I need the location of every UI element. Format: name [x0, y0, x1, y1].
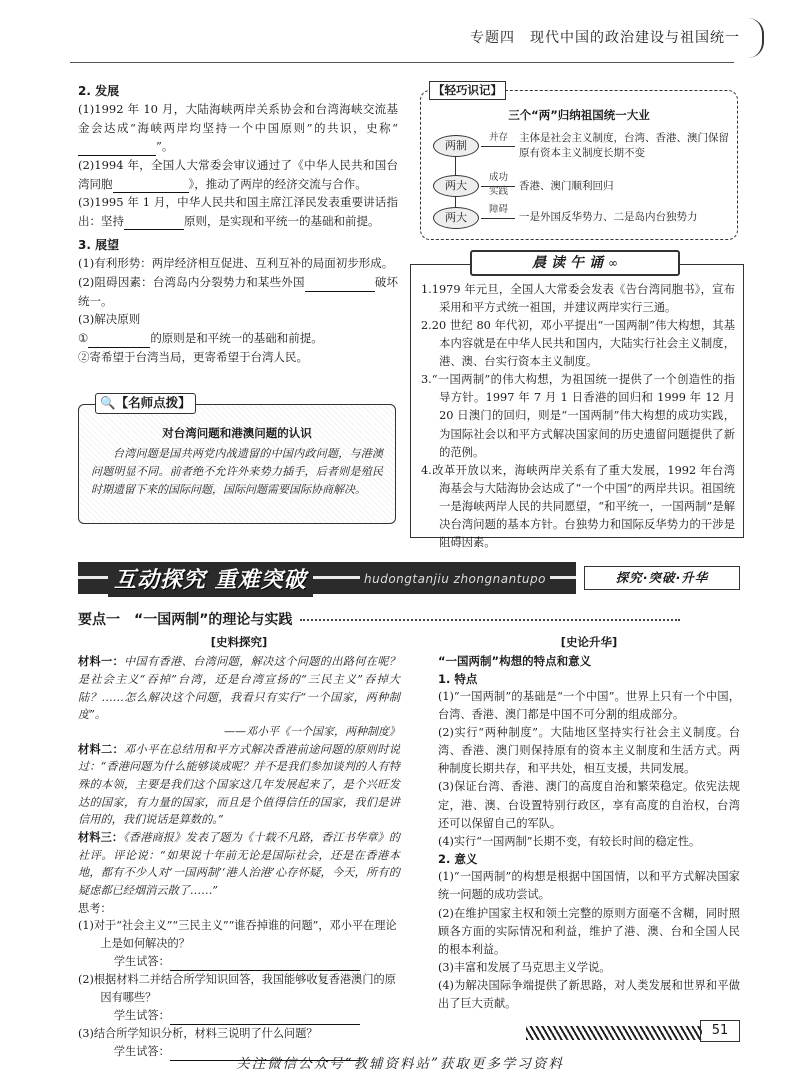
feature-2: (2)实行“两种制度”。大陆地区坚持实行社会主义制度。台湾、香港、澳门则保持原有的资本主义制度和生活方式。两种制度长期共存，和平共处，相互支援，共同发展。: [438, 726, 740, 776]
historical-materials: [78, 634, 400, 1061]
morning-item: 2.20 世纪 80 年代初，邓小平提出“一国两制”伟大构想，其基本内容就是在中华人民共和国内，大陆实行社会主义制度，港、澳、台实行资本主义制度。: [421, 319, 735, 369]
development-p3: (3)1995 年 1 月，中华人民共和国主席江泽民发表重要讲话指出：坚持 原则，是实现和平统一的基础和前提。: [78, 193, 398, 230]
dotted-rule: [300, 619, 680, 621]
outlook-p1: (1)有利形势：两岸经济相互促进、互利互补的局面初步形成。: [78, 256, 394, 271]
development-p2: (2)1994 年，全国人大常委会审议通过了《中华人民共和国台湾同胞 》，推动了两岸的经济交流与合作。: [78, 156, 398, 193]
header-title: 专题四 现代中国的政治建设与祖国统一: [470, 30, 740, 46]
outlook-heading: 3. 展望: [78, 238, 120, 253]
teacher-tip-box: [78, 395, 396, 524]
label-coexist: 并存: [489, 132, 509, 143]
morning-body: [421, 281, 735, 552]
memory-box: [420, 83, 738, 240]
question-3: (3)结合所学知识分析，材料三说明了什么问题？: [78, 1026, 318, 1040]
memory-title: 三个“两”归纳祖国统一大业: [508, 108, 650, 122]
oval-two-big-2: 两大: [433, 207, 479, 229]
footer-hatch-bar: [526, 1026, 702, 1040]
outlook-p2: (2)阻碍因素：台湾岛内分裂势力和某些外国 破坏统一。: [78, 275, 398, 308]
oval-two-big-1: 两大: [433, 175, 479, 197]
significance-heading: 2. 意义: [438, 852, 478, 867]
blank-2: [113, 179, 189, 193]
section-banner: [78, 562, 740, 594]
significance-1: (1)“一国两制”的构想是根据中国国情，以和平方式解决国家统一问题的成功尝试。: [438, 870, 740, 902]
answer-2: 学生试答：: [78, 1007, 400, 1025]
answer-2-blank[interactable]: [170, 1011, 360, 1025]
outlook-p3a: ① 的原则是和平统一的基础和前提。: [78, 329, 398, 348]
answer-1: 学生试答：: [78, 953, 400, 971]
outlook-p3b: ②寄希望于台湾当局，更寄希望于台湾人民。: [78, 349, 308, 364]
blank-4: [305, 278, 375, 292]
morning-item: 1.1979 年元旦，全国人大常委会发表《告台湾同胞书》，宣布采用和平方式统一祖国，并建议两岸实行三通。: [421, 283, 735, 315]
oval-two-systems: 两制: [433, 135, 479, 157]
footer-text: 关注微信公众号“教辅资料站”获取更多学习资料: [236, 1056, 564, 1072]
theory-title: “一国两制”构想的特点和意义: [438, 654, 592, 669]
material-3: 材料三：《香港商报》发表了题为《十载不凡路，香江书华章》的社评。评论说：“如果说十年前无论是国际社会，还是在香港本地，都有不少人对‘一国两制’‘港人治港’心存怀疑，今天，所有的疑虑都已经烟消云散了……”: [78, 830, 400, 897]
memory-text-2: 香港、澳门顺利回归: [519, 180, 614, 192]
material-1: 材料一：中国有香港、台湾问题，解决这个问题的出路何在呢？是社会主义“吞掉”台湾，还是台湾宣扬的“三民主义”吞掉大陆？……怎么解决这个问题，我看只有实行“一个国家，两种制度”。: [78, 655, 400, 722]
page-header: [430, 18, 770, 58]
page-number: 51: [700, 1020, 740, 1042]
line-3: [481, 218, 515, 219]
outlook-p3: (3)解决原则: [78, 312, 141, 327]
material-2: 材料二：邓小平在总结用和平方式解决香港前途问题的原则时说过：“香港问题为什么能够谈成呢？并不是我们参加谈判的人有特殊的本领，主要是我们这个国家这几年发展起来了，是个兴旺发达的国家，有力量的国家，而且是个值得信任的国家，我们是讲信用的，我们说话是算数的。”: [78, 742, 400, 827]
line-2: [481, 186, 515, 187]
book-icon: ∞: [608, 256, 618, 270]
banner-right: 探究·突破·升华: [584, 566, 740, 590]
feature-1: (1)“一国两制”的基础是“一个中国”。世界上只有一个中国，台湾、香港、澳门都是中国不可分割的组成部分。: [438, 689, 740, 721]
banner-main: [78, 562, 576, 594]
material-1-source: ——邓小平《一个国家，两种制度》: [224, 725, 400, 738]
think-label: 思考：: [78, 901, 112, 915]
left-column-top: [78, 80, 398, 366]
line-1: [481, 146, 515, 147]
feature-4: (4)实行“一国两制”长期不变，有较长时间的稳定性。: [438, 834, 701, 848]
memory-text-3: 一是外国反华势力、二是岛内台独势力: [519, 211, 698, 223]
significance-4: (4)为解决国际争端提供了新思路，对人类发展和世界和平做出了巨大贡献。: [438, 979, 740, 1011]
theory-subhead: [史论升华]: [560, 635, 618, 649]
banner-title: 互动探究 重难突破: [108, 564, 313, 597]
magnifier-icon: 🔍: [100, 395, 116, 410]
tip-title: 对台湾问题和港澳问题的认识: [162, 426, 312, 440]
morning-item: 3.“一国两制”的伟大构想，为祖国统一提供了一个创造性的指导方针。1997 年 7 月 1 日香港的回归和 1999 年 12 月 20 日澳门的回归，则是“一国两制”伟大构想的成功实践，为国际社会以和平方式解决国家间的历史遗留问题提供了新的范例。: [421, 373, 735, 459]
morning-title: 晨读午诵∞: [470, 250, 680, 276]
significance-2: (2)在维护国家主权和领土完整的原则方面毫不含糊，同时照顾各方面的实际情况和利益，维护了港、澳、台和全国人民的根本利益。: [438, 906, 740, 956]
blank-1: [78, 142, 156, 156]
banner-pinyin: hudongtanjiu zhongnantupo: [360, 570, 550, 588]
label-practice: 实践: [489, 186, 509, 197]
tip-tag: 🔍【名师点拨】: [95, 393, 196, 414]
tip-body: 台湾问题是国共两党内战遗留的中国内政问题，与港澳问题明显不同。前者绝不允许外来势力插手，后者则是殖民时期遗留下来的国际问题，国际问题需要国际协商解决。: [91, 447, 383, 496]
development-heading: 2. 发展: [78, 84, 120, 98]
materials-subhead: [史料探究]: [210, 635, 268, 649]
development-p1: (1)1992 年 10 月，大陆海峡两岸关系协会和台湾海峡交流基金会达成“海峡两岸均坚持一个中国原则”的共识，史称“”。: [78, 100, 398, 156]
answer-3: 学生试答：: [78, 1043, 400, 1061]
label-success: 成功: [489, 172, 509, 183]
blank-3: [124, 216, 184, 230]
features-heading: 1. 特点: [438, 671, 478, 686]
feature-3: (3)保证台湾、香港、澳门的高度自治和繁荣稳定。依宪法规定，港、澳、台设置特别行政区，享有高度的自治权，台湾还可以保留自己的军队。: [438, 780, 740, 830]
memory-text-1: 主体是社会主义制度，台湾、香港、澳门保留原有资本主义制度长期不变: [519, 132, 729, 160]
header-bracket: [748, 18, 764, 58]
question-2: (2)根据材料二并结合所学知识回答，我国能够收复香港澳门的原因有哪些？: [78, 973, 396, 1005]
answer-1-blank[interactable]: [170, 957, 360, 971]
memory-tag: 【轻巧识记】: [429, 81, 506, 100]
morning-item: 4.改革开放以来，海峡两岸关系有了重大发展，1992 年台湾海基会与大陆海协会达成了“一个中国”的两岸共识。祖国统一是海峡两岸人民的共同愿望，“和平统一，一国两制”是解决台湾问题的基本方针。台独势力和国际反华势力的干涉是阻碍因素。: [421, 463, 735, 549]
question-1: (1)对于“社会主义”“三民主义”“谁吞掉谁的问题”，邓小平在理论上是如何解决的？: [78, 919, 397, 951]
morning-reading-box: [410, 264, 744, 549]
blank-5: [88, 334, 150, 348]
historical-theory: [438, 634, 740, 1013]
header-rule: [70, 62, 734, 63]
significance-3: (3)丰富和发展了马克思主义学说。: [438, 960, 611, 974]
label-obstacle: 障碍: [489, 204, 509, 215]
keypoint-title: 要点一 “一国两制”的理论与实践: [78, 610, 740, 631]
